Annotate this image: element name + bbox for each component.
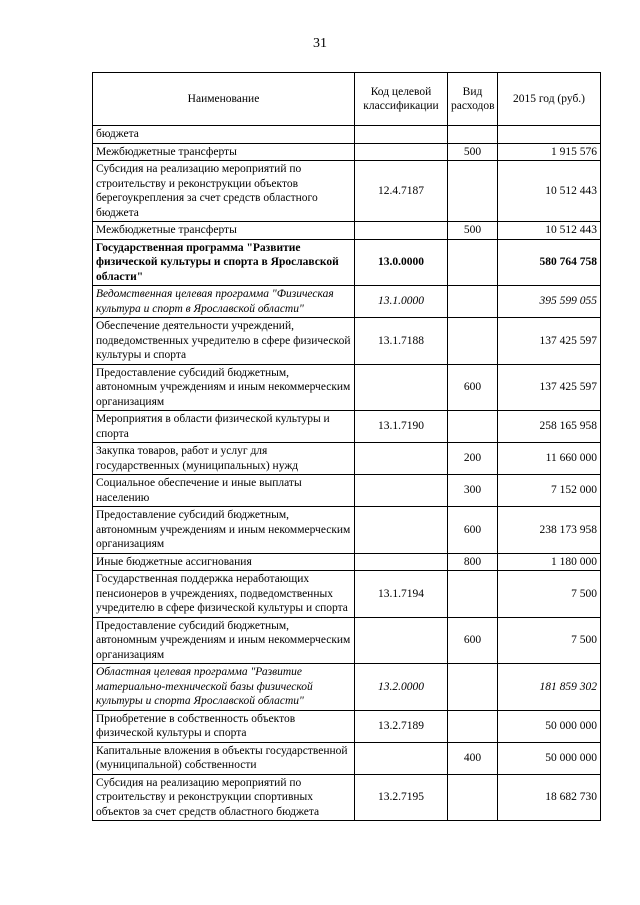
row-name-cell: Мероприятия в области физической культуры и спорта bbox=[93, 411, 355, 443]
row-kind-cell: 500 bbox=[448, 222, 498, 240]
table-row bbox=[93, 126, 601, 144]
row-name-cell: Иные бюджетные ассигнования bbox=[93, 553, 355, 571]
row-kind-cell: 300 bbox=[448, 475, 498, 507]
header-amount: 2015 год (руб.) bbox=[498, 73, 601, 126]
row-name-cell: Обеспечение деятельности учреждений, подведомственных учредителю в сфере физической культуры и спорта bbox=[93, 318, 355, 365]
row-amount-cell: 258 165 958 bbox=[498, 411, 601, 443]
row-amount-cell: 7 152 000 bbox=[498, 475, 601, 507]
row-code-cell bbox=[355, 143, 448, 161]
table-row bbox=[93, 239, 601, 286]
row-code-cell: 13.2.7189 bbox=[355, 710, 448, 742]
row-amount-cell: 10 512 443 bbox=[498, 222, 601, 240]
row-kind-cell bbox=[448, 126, 498, 144]
table-row bbox=[93, 742, 601, 774]
row-amount-cell: 10 512 443 bbox=[498, 161, 601, 222]
row-name-cell: бюджета bbox=[93, 126, 355, 144]
row-code-cell bbox=[355, 617, 448, 664]
row-kind-cell bbox=[448, 239, 498, 286]
row-amount-cell: 50 000 000 bbox=[498, 710, 601, 742]
row-code-cell bbox=[355, 507, 448, 554]
row-code-cell: 12.4.7187 bbox=[355, 161, 448, 222]
row-code-cell: 13.1.7194 bbox=[355, 571, 448, 618]
row-amount-cell bbox=[498, 126, 601, 144]
row-name-cell: Межбюджетные трансферты bbox=[93, 222, 355, 240]
row-kind-cell bbox=[448, 664, 498, 711]
row-amount-cell: 181 859 302 bbox=[498, 664, 601, 711]
row-kind-cell bbox=[448, 286, 498, 318]
row-kind-cell: 200 bbox=[448, 443, 498, 475]
table-row bbox=[93, 286, 601, 318]
row-kind-cell: 500 bbox=[448, 143, 498, 161]
table-row bbox=[93, 222, 601, 240]
row-name-cell: Ведомственная целевая программа "Физическая культура и спорт в Ярославской области" bbox=[93, 286, 355, 318]
row-code-cell bbox=[355, 443, 448, 475]
row-code-cell bbox=[355, 126, 448, 144]
row-name-cell: Областная целевая программа "Развитие материально-технической базы физической культуры и спорта Ярославской области" bbox=[93, 664, 355, 711]
header-name: Наименование bbox=[93, 73, 355, 126]
row-name-cell: Государственная программа "Развитие физической культуры и спорта в Ярославской области" bbox=[93, 239, 355, 286]
table-row bbox=[93, 617, 601, 664]
row-code-cell: 13.2.7195 bbox=[355, 774, 448, 821]
row-code-cell: 13.0.0000 bbox=[355, 239, 448, 286]
header-kind: Вид расходов bbox=[448, 73, 498, 126]
row-amount-cell: 137 425 597 bbox=[498, 318, 601, 365]
row-code-cell bbox=[355, 553, 448, 571]
table-row bbox=[93, 411, 601, 443]
table-row bbox=[93, 143, 601, 161]
row-code-cell bbox=[355, 222, 448, 240]
budget-table bbox=[92, 72, 601, 821]
row-amount-cell: 137 425 597 bbox=[498, 364, 601, 411]
table-row bbox=[93, 664, 601, 711]
row-code-cell: 13.1.7188 bbox=[355, 318, 448, 365]
row-code-cell: 13.1.7190 bbox=[355, 411, 448, 443]
table-row bbox=[93, 774, 601, 821]
row-amount-cell: 7 500 bbox=[498, 617, 601, 664]
row-name-cell: Предоставление субсидий бюджетным, автономным учреждениям и иным некоммерческим организациям bbox=[93, 507, 355, 554]
row-kind-cell bbox=[448, 774, 498, 821]
table-row bbox=[93, 571, 601, 618]
row-kind-cell bbox=[448, 710, 498, 742]
row-name-cell: Государственная поддержка неработающих пенсионеров в учреждениях, подведомственных учредителю в сфере физической культуры и спорта bbox=[93, 571, 355, 618]
row-name-cell: Капитальные вложения в объекты государственной (муниципальной) собственности bbox=[93, 742, 355, 774]
row-amount-cell: 50 000 000 bbox=[498, 742, 601, 774]
row-name-cell: Социальное обеспечение и иные выплаты населению bbox=[93, 475, 355, 507]
row-kind-cell: 400 bbox=[448, 742, 498, 774]
table-row bbox=[93, 475, 601, 507]
table-row bbox=[93, 318, 601, 365]
row-name-cell: Закупка товаров, работ и услуг для государственных (муниципальных) нужд bbox=[93, 443, 355, 475]
row-code-cell bbox=[355, 742, 448, 774]
row-code-cell: 13.2.0000 bbox=[355, 664, 448, 711]
row-amount-cell: 238 173 958 bbox=[498, 507, 601, 554]
table-row bbox=[93, 364, 601, 411]
table-row bbox=[93, 507, 601, 554]
row-name-cell: Субсидия на реализацию мероприятий по строительству и реконструкции объектов берегоукрепления за счет средств областного бюджета bbox=[93, 161, 355, 222]
row-kind-cell bbox=[448, 571, 498, 618]
table-header-row bbox=[93, 73, 601, 126]
row-name-cell: Приобретение в собственность объектов физической культуры и спорта bbox=[93, 710, 355, 742]
row-name-cell: Субсидия на реализацию мероприятий по строительству и реконструкции спортивных объектов за счет средств областного бюджета bbox=[93, 774, 355, 821]
table-row bbox=[93, 161, 601, 222]
table-row bbox=[93, 710, 601, 742]
row-amount-cell: 1 180 000 bbox=[498, 553, 601, 571]
header-code: Код целевой классификации bbox=[355, 73, 448, 126]
row-name-cell: Межбюджетные трансферты bbox=[93, 143, 355, 161]
row-kind-cell: 600 bbox=[448, 507, 498, 554]
row-code-cell bbox=[355, 475, 448, 507]
row-kind-cell bbox=[448, 161, 498, 222]
row-kind-cell: 600 bbox=[448, 617, 498, 664]
row-amount-cell: 7 500 bbox=[498, 571, 601, 618]
row-name-cell: Предоставление субсидий бюджетным, автономным учреждениям и иным некоммерческим организациям bbox=[93, 617, 355, 664]
row-code-cell: 13.1.0000 bbox=[355, 286, 448, 318]
row-kind-cell: 600 bbox=[448, 364, 498, 411]
table-row bbox=[93, 443, 601, 475]
row-amount-cell: 18 682 730 bbox=[498, 774, 601, 821]
row-kind-cell: 800 bbox=[448, 553, 498, 571]
row-amount-cell: 395 599 055 bbox=[498, 286, 601, 318]
row-name-cell: Предоставление субсидий бюджетным, автономным учреждениям и иным некоммерческим организациям bbox=[93, 364, 355, 411]
table-row bbox=[93, 553, 601, 571]
row-kind-cell bbox=[448, 411, 498, 443]
row-kind-cell bbox=[448, 318, 498, 365]
row-code-cell bbox=[355, 364, 448, 411]
row-amount-cell: 11 660 000 bbox=[498, 443, 601, 475]
row-amount-cell: 1 915 576 bbox=[498, 143, 601, 161]
page-number: 31 bbox=[313, 36, 327, 51]
row-amount-cell: 580 764 758 bbox=[498, 239, 601, 286]
